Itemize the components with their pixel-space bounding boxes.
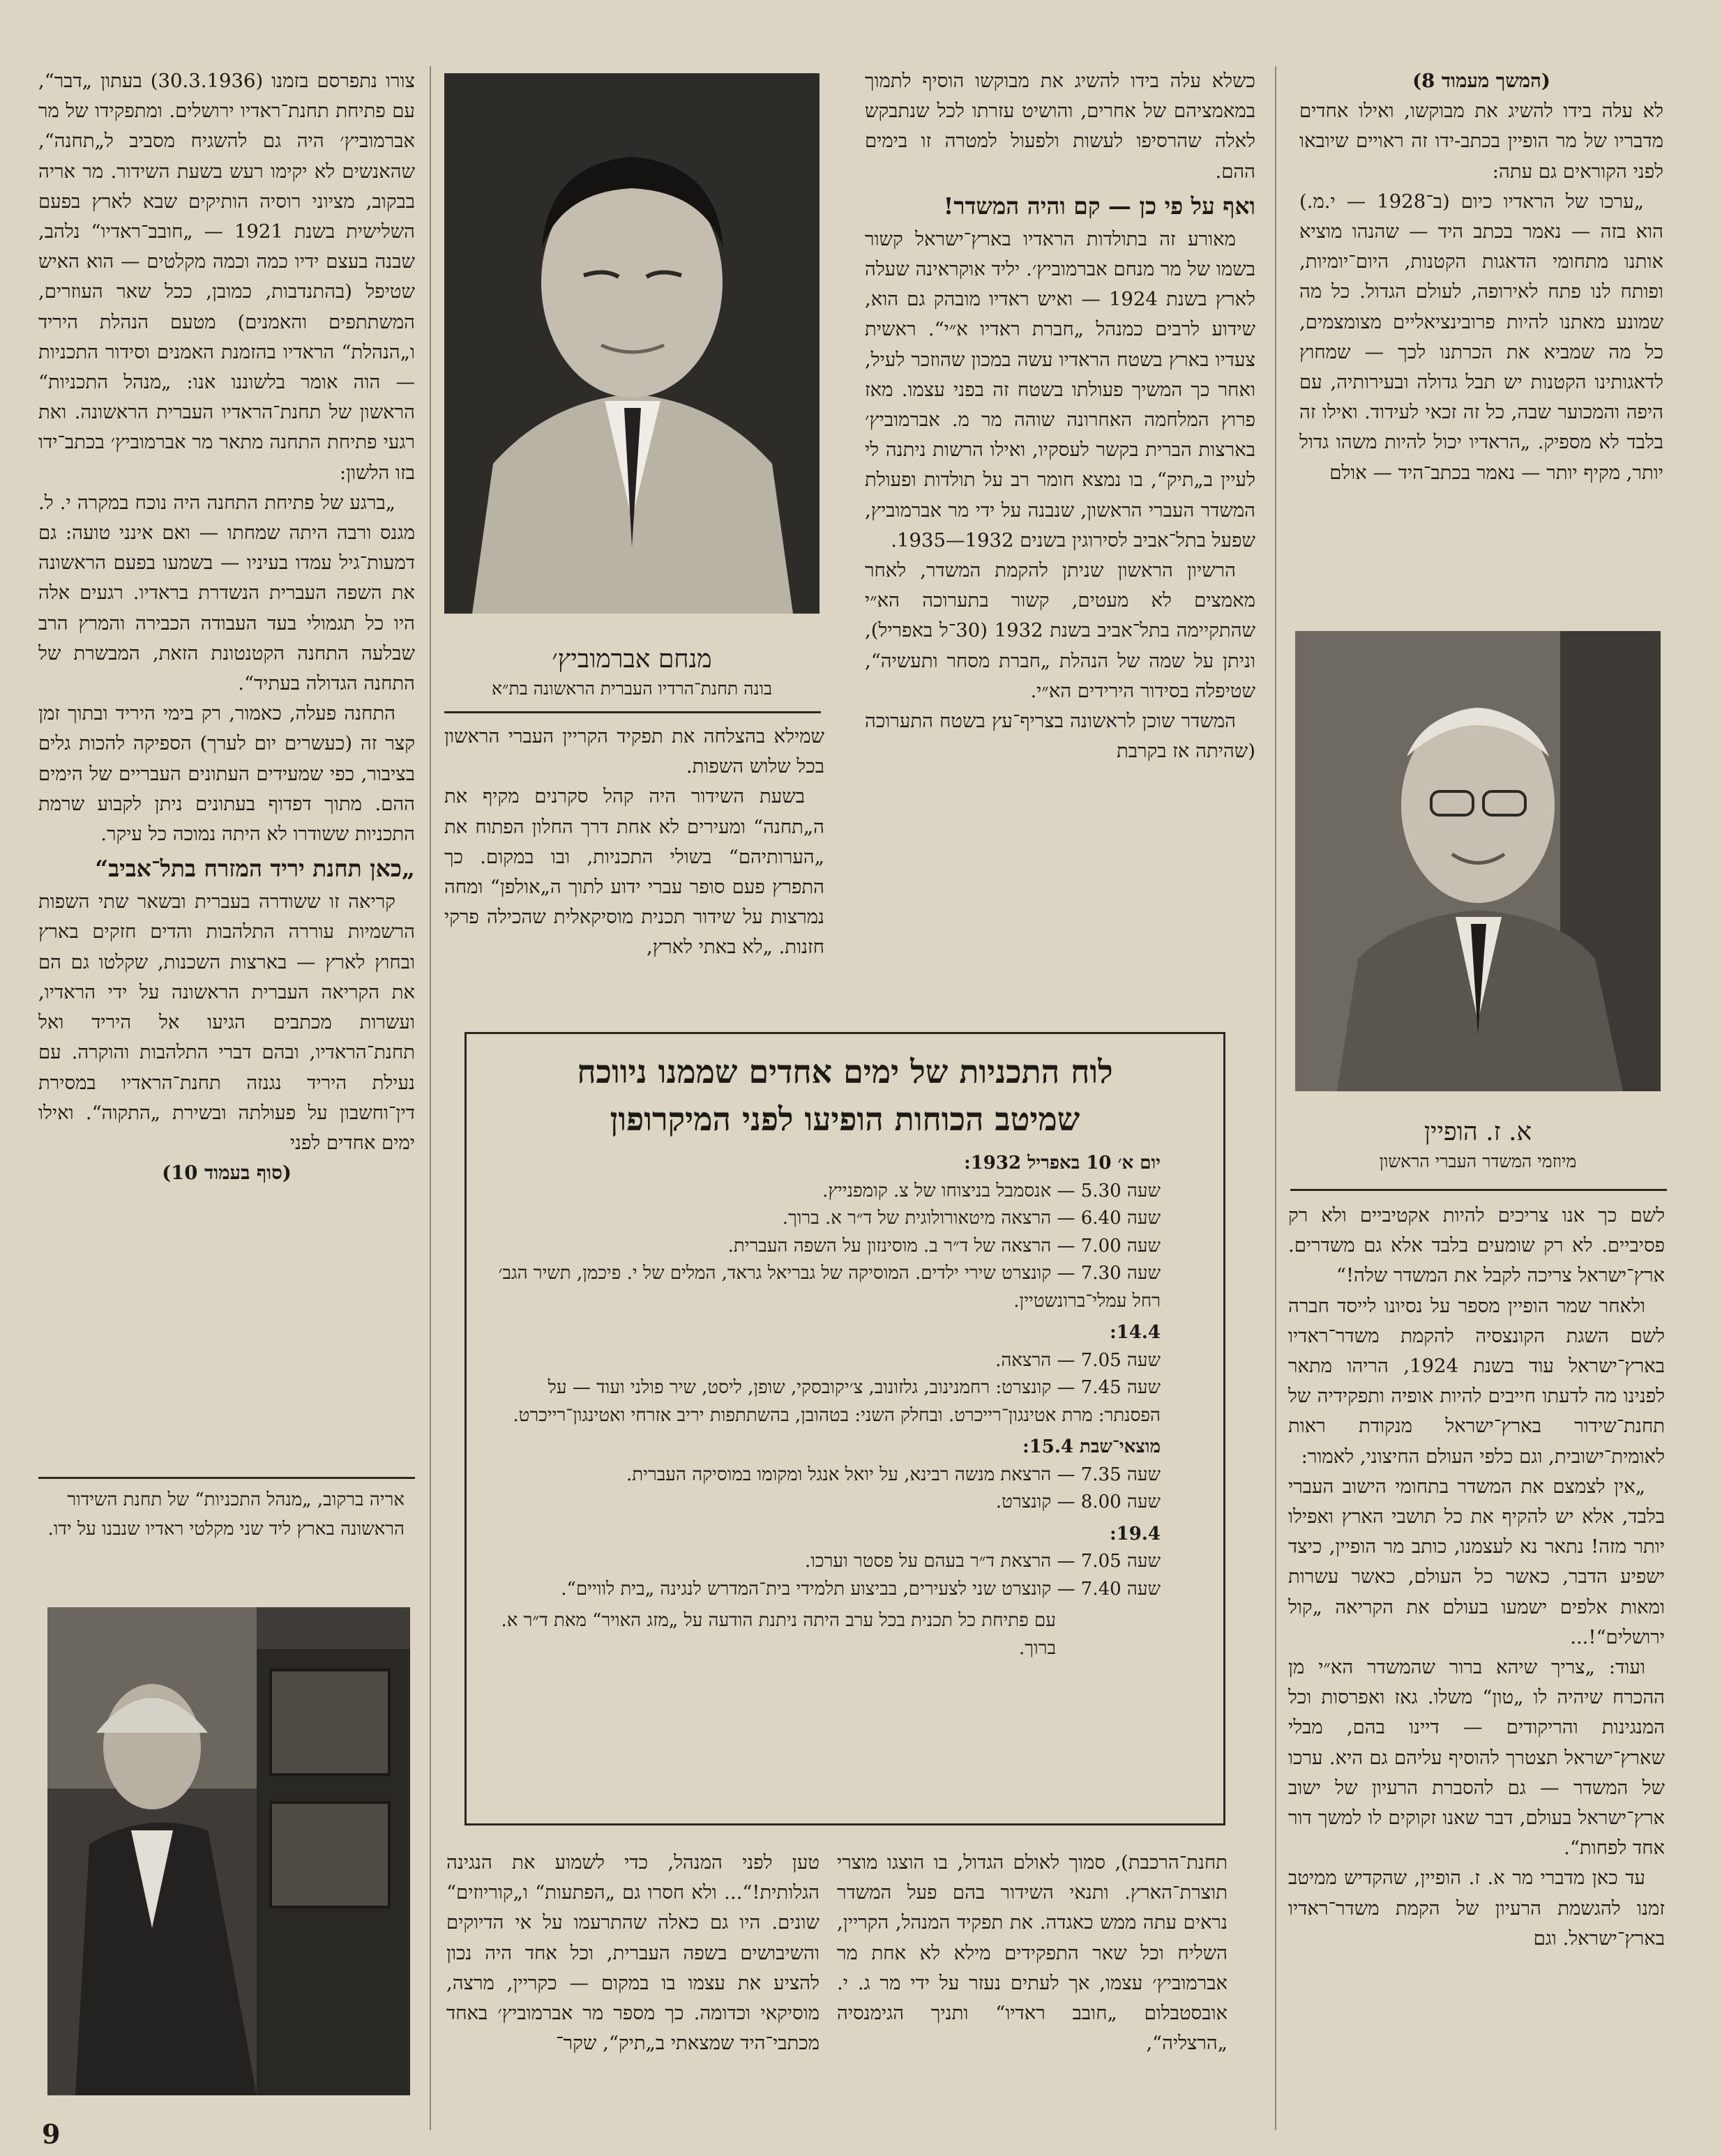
schedule-item: שעה 7.40 — קונצרט שני לצעירים, בביצוע תלמידי בית־המדרש לנגינה „בית לוויים“. <box>561 1578 1161 1600</box>
schedule-date: 14.4: <box>1110 1322 1161 1343</box>
schedule-item: שעה 7.05 — הרצאת ד״ר בעהם על פסטר וערכו. <box>805 1551 1161 1572</box>
caption-name: א. ז. הופיין <box>1423 1118 1532 1146</box>
schedule-item: שעה 5.30 — אנסמבל בניצוחו של צ. קומפנייץ. <box>822 1180 1161 1201</box>
schedule-date: 19.4: <box>1110 1523 1161 1544</box>
paragraph: הרשיון הראשון שניתן להקמת המשדר, לאחר מאמצים לא מעטים, קשור בתערוכה הא״י שהתקיימה בתל־אביב בשנת 1932 (30־ל באפריל), וניתן על שמה של הנהלת „חברת מסחר ותעשיה“, שטיפלה בסידור הירידים הא״י. <box>865 559 1255 702</box>
paragraph: ולאחר שמר הופיין מספר על נסיונו לייסד חברה לשם השגת הקונצסיה להקמת משדר־ראדיו בארץ־ישראל עוד בשנת 1924, הריהו מתאר לפנינו מה לדעתו חייבים להיות אופיה ותפקידיה של תחנת־שידור בארץ־ישראל מנקודת ראות לאומית־ישובית, וגם כלפי העולם החיצוני, לאמור: <box>1288 1294 1665 1468</box>
schedule-footer: עם פתיחת כל תכנית בכל ערב היתה ניתנת הודעה על „מזג האויר“ מאת ד״ר א. ברוך. <box>501 1610 1056 1659</box>
photo-berkov <box>47 1607 410 2095</box>
program-schedule-box <box>465 1032 1225 1825</box>
paragraph: צורו נתפרסם בזמנו (30.3.1936) בעתון „דבר“, עם פתיחת תחנת־ראדיו ירושלים. ומתפקידו של מר אברמוביץ׳ היה גם להשגיח מסביב ל„תחנה“, שהאנשים לא יקימו רעש בשעת השידור. מר אריה בבקוב, מציוני רוסיה הותיקים שבא לארץ בפעם השלישית בשנת 1921 — „חובב־ראדיו“ נלהב, שבנה בעצם ידיו כמה וכמה מקלטים — הוא האיש שטיפל (בהתנדבות, כמובן, ככל שאר העוזרים, המשתתפים והאמנים) מטעם הנהלת היריד ו„הנהלת“ הראדיו בהזמנת האמנים וסידור התכניות — הוה אומר בלשוננו אנו: „מנהל התכניות“ הראשון של תחנת־הראדיו העברית הראשונה. ואת רגעי פתיחת התחנה מתאר מר אברמוביץ׳ בכתב־ידו בזו הלשון: <box>38 70 415 484</box>
continued-note: (סוף בעמוד 10) <box>162 1162 292 1185</box>
paragraph: תחנת־הרכבת), סמוך לאולם הגדול, בו הוצגו מוצרי תוצרת־הארץ. ותנאי השידור בהם פעל המשדר נראים עתה ממש כאגדה. את תפקיד המנהל, הקריין, השליח וכל שאר התפקידים מילא לא אחת מר אברמוביץ׳ עצמו, אך לעתים נעזר על ידי מר ג. י. אובסטבלום „חובב ראדיו“ ותניך הגימנסיה „הרצליה“, <box>837 1851 1228 2055</box>
column-far-right-upper <box>1299 66 1663 617</box>
schedule-item: שעה 7.35 — הרצאת מנשה רבינא, על יואל אנגל ומקומו במוסיקה העברית. <box>626 1464 1161 1485</box>
divider <box>38 1477 415 1479</box>
column-far-right-lower <box>1288 1201 1665 2139</box>
caption-abramovich <box>444 643 820 701</box>
paragraph: ועוד: „צריך שיהא ברור שהמשדר הא״י מן ההכרח שיהיה לו „טון“ משלו. גאז ואפרסות וכל המנגינות והריקודים — דיינו בהם, מבלי שארץ־ישראל תצטרך להוסיף עליהם גם היא. ערכו של המשדר — גם להסברת הרעיון של ישוב ארץ־ישראל בעולם, דבר שאנו זקוקים לו למשך דור אחד לפחות“. <box>1288 1656 1665 1860</box>
column-bottom-left <box>446 1848 820 2127</box>
photo-abramovich <box>444 73 820 614</box>
box-title-line2: שמיטב הכוחות הופיעו לפני המיקרופון <box>610 1100 1080 1138</box>
schedule-item: שעה 7.05 — הרצאה. <box>995 1349 1161 1371</box>
subheading: ואף על פי כן — קם והיה המשדר! <box>943 192 1255 220</box>
divider <box>444 711 821 713</box>
paragraph: שמילא בהצלחה את תפקיד הקריין העברי הראשון בכל שלוש השפות. <box>444 725 824 778</box>
photo-berkov-graphic <box>47 1607 410 2095</box>
schedule-date: מוצאי־שבת 15.4: <box>1022 1436 1161 1457</box>
column-mid-right <box>865 66 1255 1022</box>
paragraph: „ערכו של הראדיו כיום (ב־1928 — י.מ.) הוא בזה — נאמר בכתב היד — שהנהו מוציא אותנו מתחומי הדאגות הקטנות, היום־יומיות, ופותח לנו פתח לאירופה, לעולם הגדול. כל מה שמונע מאתנו להיות פרובינציאליים מצומצמים, כל מה שמביא את הכרתנו לכך — שמחוץ לדאגותינו הקטנות יש תבל גדולה ובעירותיה, עם היפה והמכוער שבה, כל זה זכאי לעידוד. ואילו זה בלבד לא מספיק. „הראדיו יכול להיות משהו גדול יותר, מקיף יותר — נאמר בכתב־היד — אולם <box>1299 190 1663 484</box>
paragraph: לשם כך אנו צריכים להיות אקטיביים ולא רק פסיביים. לא רק שומעים בלבד אלא גם משדרים. ארץ־ישראל צריכה לקבל את המשדר שלה!“ <box>1288 1204 1665 1287</box>
box-title-line1: לוח התכניות של ימים אחדים שממנו ניווכח <box>577 1053 1113 1091</box>
schedule-item: שעה 8.00 — קונצרט. <box>995 1491 1161 1512</box>
caption-hoffien <box>1295 1116 1661 1174</box>
column-bottom-right <box>837 1848 1228 2127</box>
photo-hoffien <box>1295 631 1661 1091</box>
caption-subtitle: בונה תחנת־הרדיו העברית הראשונה בת״א <box>491 678 773 699</box>
schedule-item: שעה 7.45 — קונצרט: רחמנינוב, גלזונוב, צ׳יקובסקי, שופן, ליסט, שיר פולני ועוד — על הפסנתר: מרת אטינגון־רייכרט. ובחלק השני: בטהובן, בהשתתפות יריב אזרחי ואטינגון־רייכרט. <box>513 1377 1161 1426</box>
page-number: 9 <box>42 2118 61 2150</box>
paragraph: מאורע זה בתולדות הראדיו בארץ־ישראל קשור בשמו של מר מנחם אברמוביץ׳. יליד אוקראינה שעלה לארץ בשנת 1924 — ואיש ראדיו מובהק גם הוא, שידוע לרבים כמנהל „חברת ראדיו א״י“. ראשית צעדיו בארץ בשטח הראדיו עשה במכון שהוזכר לעיל, ואחר כך המשיך פעולתו בשטח זה בפני עצמו. מאז פרוץ המלחמה האחרונה שוהה מר מ. אברמוביץ׳ בארצות הברית בקשר לעסקיו, ואילו הרשות ניתנה לי לעיין ב„תיק“, בו נמצא חומר רב על תולדות ופעולת המשדר העברי הראשון, שנבנה על ידי מר אברמוביץ, שפעל בתל־אביב לסירוגין בשנים 1932—1935. <box>865 227 1255 552</box>
divider <box>1290 1189 1667 1191</box>
paragraph: „ברגע של פתיחת התחנה היה נוכח במקרה י. ל. מגנס ורבה היתה שמחתו — ואם אינני טועה: גם דמעות־גיל עמדו בעיניו — בשמעו בפעם הראשונה את השפה העברית הנשדרת בראדיו. רגעים אלה היו כל תגמולי בעד העבודה הכבירה והמרץ הרב שבלעה התחנה הקטנטונת הזאת, המבשרת של התחנה הגדולה בעתיד“. <box>38 491 415 695</box>
schedule-item: שעה 7.30 — קונצרט שירי ילדים. המוסיקה של גבריאל גראד, המלים של י. פיכמן, תשיר הגב׳ רחל עמלי־ברונשטיין. <box>498 1263 1161 1312</box>
paragraph: בשעת השידור היה קהל סקרנים מקיף את ה„תחנה“ ומעירים לא אחת דרך החלון הפתוח את „הערותיהם“ בשולי התכניות, ובו במקום. כך התפרץ פעם סופר עברי ידוע לתוך ה„אולפן“ ומחה נמרצות על שידור תכנית מוסיקאלית שהכילה פרקי חזנות. „לא באתי לארץ, <box>444 785 824 959</box>
caption-berkov <box>42 1485 405 1544</box>
paragraph: עד כאן מדברי מר א. ז. הופיין, שהקדיש ממיטב זמנו להגשמת הרעיון של הקמת משדר־ראדיו בארץ־ישראל. וגם <box>1288 1867 1665 1950</box>
paragraph: כשלא עלה בידו להשיג את מבוקשו הוסיף לתמוך במאמציהם של אחרים, והושיט עזרתו לכל שנתבקש לאלה שהרסיפו לעשות ולפעול למטרה זו בימים ההם. <box>865 70 1255 183</box>
column-mid-left <box>444 722 824 1022</box>
caption-name: מנחם אברמוביץ׳ <box>552 645 712 674</box>
paragraph: המשדר שוכן לראשונה בצריף־עץ בשטח התערוכה (שהיתה אז בקרבת <box>865 710 1255 763</box>
portrait-hoffien-graphic <box>1295 631 1661 1091</box>
portrait-abramovich-graphic <box>444 73 820 614</box>
caption-text: אריה ברקוב, „מנהל התכניות“ של תחנת השידור הראשונה בארץ ליד שני מקלטי ראדיו שנבנו על ידו. <box>47 1489 405 1540</box>
paragraph: „אין לצמצם את המשדר בתחומי הישוב העברי בלבד, אלא יש להקיף את כל תושבי הארץ ואפילו יותר מזה! נתאר נא לעצמנו, כותב מר הופיין, כיצד ישפיע הדבר, כאשר כל העולם, כאשר עשרות ומאות אלפים ישמעו בעולם את הקריאה „קול ירושלים“!... <box>1288 1475 1665 1648</box>
schedule-item: שעה 6.40 — הרצאה מיטאורולוגית של ד״ר א. ברוך. <box>782 1208 1161 1229</box>
paragraph: טען לפני המנהל, כדי לשמוע את הנגינה הגלותית!“... ולא חסרו גם „הפתעות“ ו„קוריוזים“ שונים. היו גם כאלה שהתרעמו על אי הדיוקים והשיבושים בשפה העברית, וכל אחד היה נכון להציע את עצמו בו במקום — כקריין, מרצה, מוסיקאי וכדומה. כך מספר מר אברמוביץ׳ באחד מכתבי־היד שמצאתי ב„תיק“, שקר־ <box>446 1851 820 2055</box>
column-divider <box>1275 66 1276 2130</box>
paragraph: קריאה זו ששודרה בעברית ובשאר שתי השפות הרשמיות עוררה התלהבות והדים חזקים בארץ ובחוץ לארץ — בארצות השכנות, שקלטו גם הם את הקריאה העברית הראשונה על ידי הראדיו, ועשרות מכתבים הגיעו אל היריד ואל תחנת־הראדיו, ובהם דברי התלהבות והוקרה. עם נעילת היריד נגנזה תחנת־הראדיו במסירת דין־וחשבון על פעולתה ובשירת „התקוה“. ואילו ימים אחדים לפני <box>38 890 415 1154</box>
subheading: „כאן תחנת יריד המזרח בתל־אביב“ <box>95 855 415 883</box>
schedule-date: יום א׳ 10 באפריל 1932: <box>964 1153 1161 1174</box>
paragraph: לא עלה בידו להשיג את מבוקשו, ואילו אחדים מדבריו של מר הופיין בכתב-ידו זה ראויים שיובאו לפני הקוראים גם עתה: <box>1299 100 1663 183</box>
column-divider <box>430 66 431 2130</box>
column-far-left <box>38 66 415 1468</box>
continued-from-note: (המשך מעמוד 8) <box>1412 70 1550 92</box>
paragraph: התחנה פעלה, כאמור, רק בימי היריד ובתוך זמן קצר זה (כעשרים יום לערך) הספיקה להכות גלים בציבור, כפי שמעידים העתונים העבריים של הימים ההם. מתוך דפדוף בעתונים ניתן לקבוע שרמת התכניות ששודרו לא היתה נמוכה כל עיקר. <box>38 702 415 846</box>
schedule-item: שעה 7.00 — הרצאה של ד״ר ב. מוסינזון על השפה העברית. <box>727 1235 1161 1257</box>
caption-subtitle: מיוזמי המשדר העברי הראשון <box>1379 1151 1577 1171</box>
schedule-list <box>488 1146 1161 1662</box>
